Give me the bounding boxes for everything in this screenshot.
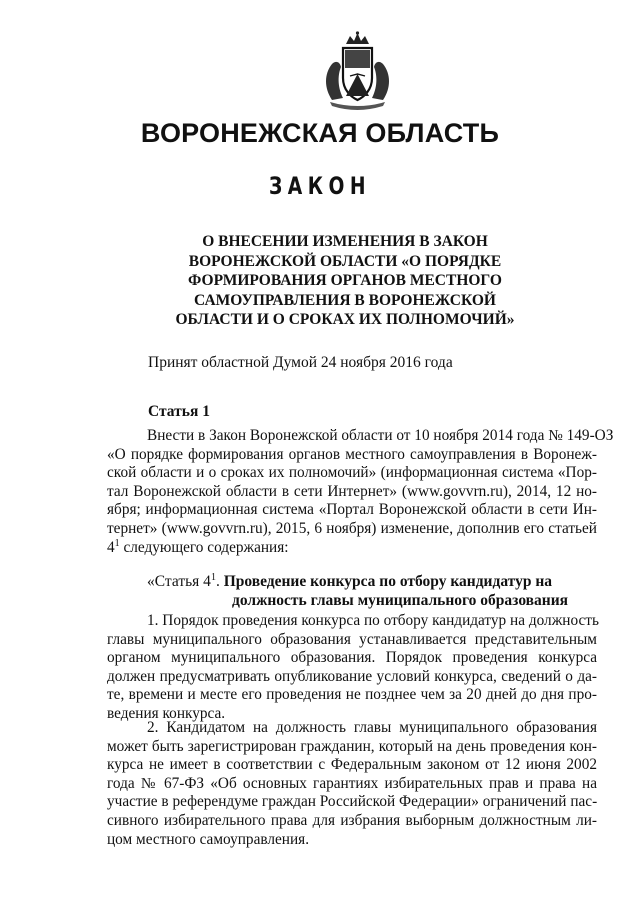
article-number: 4: [107, 538, 115, 556]
text-line: 2. Кандидатом на должность главы муниципального образования: [147, 719, 597, 736]
new-article-title-line: должность главы муниципального образования: [232, 592, 569, 609]
law-title: [160, 232, 530, 330]
coat-of-arms-icon: [310, 30, 405, 110]
text-line: цом местного самоуправления.: [107, 830, 310, 848]
article-1-text: [107, 427, 614, 557]
text-line: курса не имеет в соответствии с Федеральным законом от 12 июня 2002: [107, 756, 597, 774]
text-line: участие в референдуме граждан Российской Федерации» ограничений пас-: [107, 793, 598, 811]
text-line: [107, 539, 597, 558]
text-line: ведения конкурса.: [107, 704, 226, 722]
text-line: года № 67-ФЗ «Об основных гарантиях избирательных прав и права на: [107, 774, 597, 792]
text-line: сивного избирательного права для избрания выборным должностным ли-: [107, 811, 597, 829]
text-line: «О порядке формирования органов местного самоуправления в Воронеж-: [107, 445, 597, 463]
law-title-line: ОБЛАСТИ И О СРОКАХ ИХ ПОЛНОМОЧИЙ»: [175, 311, 515, 328]
text-line: ской области и о сроках их полномочий» (информационная система «Пор-: [107, 464, 597, 482]
article-superscript: 1: [114, 537, 120, 549]
region-name: ВОРОНЕЖСКАЯ ОБЛАСТЬ: [140, 118, 500, 148]
law-title-line: САМОУПРАВЛЕНИЯ В ВОРОНЕЖСКОЙ: [194, 291, 496, 309]
new-article-prefix: «Статья 4: [147, 573, 211, 590]
new-article-title-line: Проведение конкурса по отбору кандидатур на: [219, 573, 553, 590]
adoption-date: Принят областной Думой 24 ноября 2016 года: [148, 354, 453, 371]
paragraph-1: [107, 612, 597, 724]
new-article-dot: .: [215, 573, 220, 590]
paragraph-2: [107, 719, 597, 849]
article-heading: Статья 1: [148, 403, 210, 420]
text-line: тернет» (www.govvrn.ru), 2015, 6 ноября) изменение, дополнив его статьей: [107, 519, 597, 537]
text-line: органом муниципального образования. Порядок проведения конкурса: [107, 649, 597, 667]
text-line: те, времени и месте его проведения не позднее чем за 20 дней до дня про-: [107, 686, 597, 704]
text-line: может быть зарегистрирован гражданин, который на день проведения кон-: [107, 737, 597, 755]
text-line: ября; информационная система «Портал Воронежской области в сети Ин-: [107, 501, 597, 519]
text-line: Внести в Закон Воронежской области от 10 ноября 2014 года № 149-ОЗ: [147, 427, 614, 444]
text-line: должен предусматривать опубликование условий конкурса, сведений о да-: [107, 667, 597, 685]
law-title-line: О ВНЕСЕНИИ ИЗМЕНЕНИЯ В ЗАКОН: [202, 233, 488, 250]
text-line: 1. Порядок проведения конкурса по отбору кандидатур на должность: [147, 612, 599, 629]
text-line: главы муниципального образования устанавливается представительным: [107, 630, 597, 648]
text-line: тал Воронежской области в сети Интернет» (www.govvrn.ru), 2014, 12 но-: [107, 482, 597, 500]
law-title-line: ВОРОНЕЖСКОЙ ОБЛАСТИ «О ПОРЯДКЕ: [188, 252, 502, 270]
text-fragment: следующего содержания:: [119, 538, 289, 556]
new-article-heading: [147, 572, 568, 610]
new-article-superscript: 1: [210, 572, 216, 583]
document-type: ЗАКОН: [269, 172, 371, 200]
law-title-line: ФОРМИРОВАНИЯ ОРГАНОВ МЕСТНОГО: [188, 272, 502, 289]
